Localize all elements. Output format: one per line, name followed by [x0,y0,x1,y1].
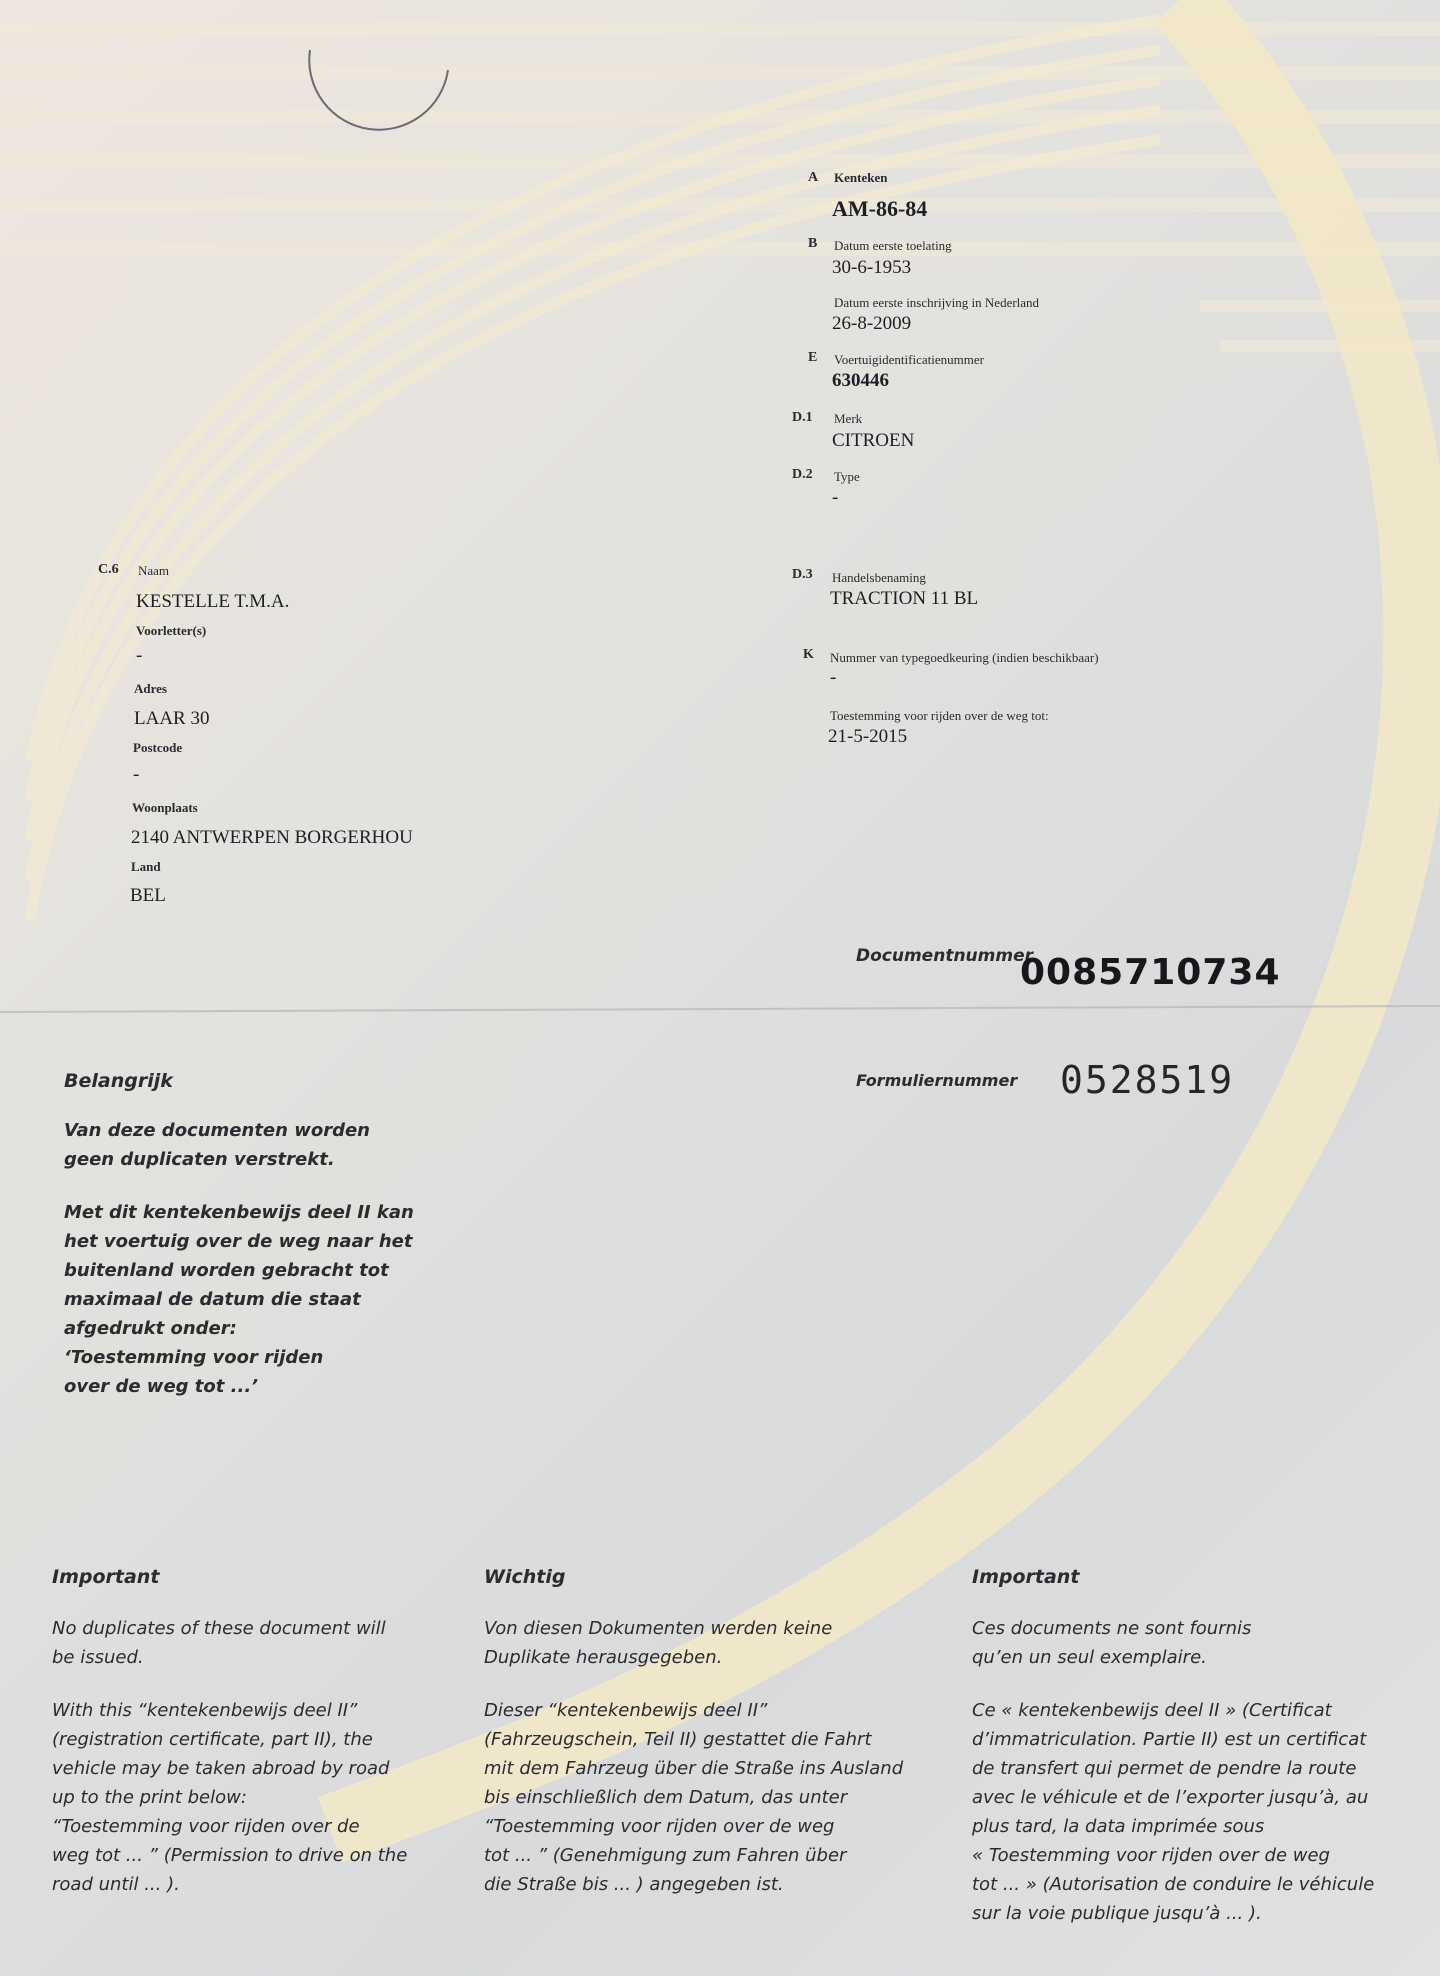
document-number-label: Documentnummer [856,946,1033,966]
notice-de-heading: Wichtig [484,1566,566,1588]
field-code-d3: D.3 [792,567,813,582]
postcode-label: Postcode [133,740,183,755]
first-admission-value: 30-6-1953 [832,257,912,278]
notice-de-line: Dieser “kentekenbewijs deel II” [484,1700,768,1721]
notice-de-line: die Straße bis ... ) angegeben ist. [484,1874,784,1895]
field-code-e: E [808,350,818,365]
postcode-value: - [133,764,140,785]
field-code-c6: C.6 [98,562,119,577]
notice-de-line: mit dem Fahrzeug über die Straße ins Ausland [484,1758,904,1779]
notice-nl [64,1070,464,1401]
field-code-d1: D.1 [792,410,813,425]
notice-fr [972,1566,1434,1928]
notice-en [52,1566,462,1899]
notice-de-line: (Fahrzeugschein, Teil II) gestattet die Fahrt [484,1729,872,1750]
form-number-label: Formuliernummer [856,1071,1018,1090]
notice-nl-line: geen duplicaten verstrekt. [64,1149,335,1170]
country-label: Land [131,859,161,874]
notice-en-line: vehicle may be taken abroad by road [52,1758,390,1779]
field-code-b: B [808,236,818,251]
notice-de-line: Duplikate herausgegeben. [484,1647,723,1668]
plate-value: AM-86-84 [832,196,928,221]
vin-value: 630446 [832,370,889,391]
notice-en-line: up to the print below: [52,1787,247,1808]
notice-en-line: “Toestemming voor rijden over de [52,1816,360,1837]
type-approval-value: - [830,667,837,688]
notice-en-line: be issued. [52,1647,144,1668]
name-value: KESTELLE T.M.A. [136,591,290,612]
notice-en-heading: Important [52,1566,160,1588]
type-value: - [832,487,839,508]
notice-nl-line: ‘Toestemming voor rijden [64,1347,324,1368]
city-label: Woonplaats [132,800,198,815]
notice-de-line: Von diesen Dokumenten werden keine [484,1618,833,1639]
notice-en-line: weg tot ... ” (Permission to drive on the [52,1845,408,1866]
make-value: CITROEN [832,430,915,451]
initials-label: Voorletter(s) [136,623,207,638]
trade-name-label: Handelsbenaming [832,570,926,585]
notice-fr-line: qu’en un seul exemplaire. [972,1647,1207,1668]
notice-nl-line: afgedrukt onder: [64,1318,237,1339]
country-value: BEL [130,885,166,906]
notice-nl-heading: Belangrijk [64,1070,173,1092]
notice-de-line: “Toestemming voor rijden over de weg [484,1816,835,1837]
first-admission-label: Datum eerste toelating [834,238,952,253]
form-number-value: 0528519 [1060,1058,1235,1102]
notice-fr-line: plus tard, la data imprimée sous [972,1816,1265,1837]
first-registration-value: 26-8-2009 [832,313,912,334]
notice-fr-heading: Important [972,1566,1080,1588]
vin-label: Voertuigidentificatienummer [834,352,984,367]
notice-fr-line: Ce « kentekenbewijs deel II » (Certificat [972,1700,1332,1721]
field-code-k: K [803,647,814,662]
notice-fr-line: Ces documents ne sont fournis [972,1618,1252,1639]
notice-en-line: No duplicates of these document will [52,1618,386,1639]
document-number-value: 0085710734 [1020,952,1281,993]
notice-fr-line: sur la voie publique jusqu’à ... ). [972,1903,1262,1924]
field-code-d2: D.2 [792,467,813,482]
notice-de [484,1566,944,1899]
notice-nl-line: over de weg tot ...’ [64,1376,258,1397]
notice-nl-line: buitenland worden gebracht tot [64,1260,389,1281]
type-approval-label: Nummer van typegoedkeuring (indien beschikbaar) [830,650,1099,665]
plate-label: Kenteken [834,170,888,185]
type-label: Type [834,469,860,484]
notice-de-line: bis einschließlich dem Datum, das unter [484,1787,848,1808]
first-registration-label: Datum eerste inschrijving in Nederland [834,295,1040,310]
make-label: Merk [834,411,863,426]
notice-nl-line: Met dit kentekenbewijs deel II kan [64,1202,414,1223]
trade-name-value: TRACTION 11 BL [830,588,979,609]
notice-nl-line: Van deze documenten worden [64,1120,370,1141]
notice-fr-line: de transfert qui permet de pendre la route [972,1758,1357,1779]
notice-fr-line: d’immatriculation. Partie II) est un certificat [972,1729,1367,1750]
notice-fr-line: tot ... » (Autorisation de conduire le véhicule [972,1874,1375,1895]
address-label: Adres [134,681,167,696]
notice-en-line: With this “kentekenbewijs deel II” [52,1700,358,1721]
permission-label: Toestemming voor rijden over de weg tot: [830,708,1049,723]
address-value: LAAR 30 [134,708,210,729]
notice-de-line: tot ... ” (Genehmigung zum Fahren über [484,1845,847,1866]
initials-value: - [136,645,143,666]
permission-value: 21-5-2015 [828,726,908,747]
notice-fr-line: « Toestemming voor rijden over de weg [972,1845,1330,1866]
notice-nl-line: maximaal de datum die staat [64,1289,361,1310]
notice-en-line: road until ... ). [52,1874,180,1895]
field-code-a: A [808,170,819,185]
city-value: 2140 ANTWERPEN BORGERHOU [131,827,413,848]
notice-fr-line: avec le véhicule et de l’exporter jusqu’à, au [972,1787,1369,1808]
notice-nl-line: het voertuig over de weg naar het [64,1231,413,1252]
notice-en-line: (registration certificate, part II), the [52,1729,373,1750]
name-label: Naam [138,563,170,578]
